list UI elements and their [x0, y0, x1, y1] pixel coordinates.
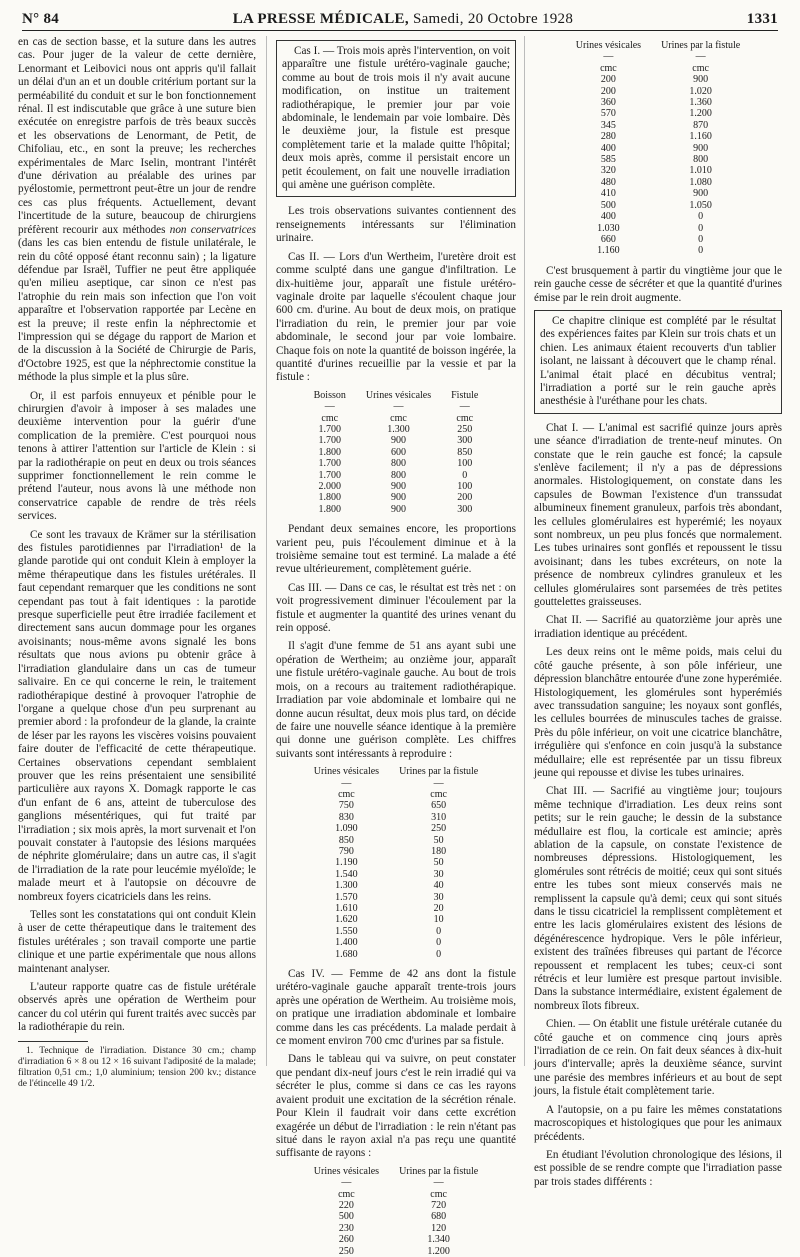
paragraph: C'est brusquement à partir du vingtième jour que le rein gauche cesse de sécréter et que la quantité d'urines émise par le rein droit augmente.: [534, 264, 782, 304]
unit-cell: cmc: [338, 1188, 355, 1200]
table-cell: 830: [338, 811, 354, 823]
table-cell: 1.020: [689, 85, 712, 97]
table-cell: 1.700: [318, 469, 341, 481]
dash-cell: —: [603, 51, 614, 63]
table-dash-row: [566, 51, 750, 62]
table-cell: 1.680: [335, 948, 358, 960]
footnote-divider: [18, 1041, 88, 1042]
table-row: [566, 74, 750, 85]
table-row: [304, 903, 488, 914]
page-number: 1331: [746, 10, 778, 27]
case-2-paragraph: Cas II. — Lors d'un Wertheim, l'uretère droit est comme sculpté dans une gangue d'infiltration. Le dix-huitième jour, apparaît une fistule urétéro-vaginale droite par laquelle s'écoulent chaque jour 600 cm. d'urine. Au bout de deux mois, on pratique l'irradiation du rein, le premier jour par voie abdominale, le second jour par voie lombaire. Chaque fois on note la quantité de boisson ingérée, la quantité d'urines recueillie par la vessie et par la fistule :: [276, 250, 516, 384]
table-cell: 250: [431, 823, 447, 835]
table-cell: 570: [600, 108, 616, 120]
issue-number: N° 84: [22, 10, 60, 27]
paragraph: Pendant deux semaines encore, les proportions varient peu, puis l'écoulement diminue et à la troisième semaine tout est terminé. La malade a été revue ultérieurement, complètement guérie.: [276, 523, 516, 576]
table-row: [304, 1246, 488, 1257]
data-table-case-4-continued: [566, 40, 750, 257]
table-row: [304, 892, 488, 903]
table-cell: 790: [338, 845, 354, 857]
table-cell: 900: [390, 492, 406, 504]
table-row: [304, 846, 488, 857]
table-row: [566, 154, 750, 165]
table-cell: 410: [600, 188, 616, 200]
unit-cell: cmc: [430, 788, 447, 800]
table-cell: 360: [600, 97, 616, 109]
table-row: [304, 470, 489, 481]
dash-cell: —: [341, 777, 352, 789]
table-cell: 1.030: [597, 222, 620, 234]
table-row: [304, 800, 488, 811]
data-table-case-4: [304, 1166, 488, 1257]
column-header: Urines vésicales: [365, 389, 432, 401]
table-row: [304, 880, 488, 891]
table-header-row: [566, 40, 750, 51]
table-dash-row: [304, 778, 488, 789]
paragraph: Dans le tableau qui va suivre, on peut constater que pendant dix-neuf jours c'est le rein irradié qui va sécréter le plus, comme si dans ce cas les rayons avaient produit une excitation de la sécrétion rénale. Pour Klein il faudrait voir dans cette excrétion exagérée un début de l'irradiation : le rein n'étant pas situé dans le rayon axial n'a pas reçu une quantité suffisante de rayons :: [276, 1053, 516, 1160]
table-cell: 850: [457, 446, 473, 458]
table-cell: 320: [600, 165, 616, 177]
paragraph: Les trois observations suivantes contiennent des renseignements intéressants sur l'élimination urinaire.: [276, 205, 516, 245]
dash-cell: —: [433, 777, 444, 789]
paragraph: [18, 36, 256, 385]
table-cell: 870: [693, 119, 709, 131]
paragraph-text: (dans les cas bien entendu de fistule unilatérale, le rein du côté opposé étant reconnu sain) ; la ligature défendue par Israël, Tuffier ne peut être appliquée qu'en milieu aseptique, car sinon ce n'est pas l'atrophie du rein mais son infection que l'on voit apparaître et l'observation rapportée par Lecène en est la preuve; il reste enfin la néphrectomie et l'impression qui se dégage du rapport de Marion et de la discussion à la Société de Chirurgie de Paris, d'Octobre 1925, est que la néphrectomie constitue la méthode la plus simple et la plus sûre.: [18, 237, 256, 384]
table-unit-row: [304, 1189, 488, 1200]
issue-date: Samedi, 20 Octobre 1928: [412, 10, 574, 27]
table-unit-row: [304, 789, 488, 800]
dash-cell: —: [459, 401, 470, 413]
data-table-case-2: [304, 390, 489, 515]
table-cell: 300: [457, 503, 473, 515]
table-cell: 50: [433, 834, 444, 846]
column-right: [534, 36, 782, 1188]
paragraph: Or, il est parfois ennuyeux et pénible pour le chirurgien d'avoir à imposer à ses malades une deuxième intervention pour la guérir d'une complication de la première. C'est pourquoi nous tenons à attirer l'attention sur l'article de Klein : si par la radiothérapie on peut en deux ou trois séances supprimer fonctionnellement le rein comme le prétend l'auteur, nous avons là une méthode non conservatrice capable de rendre de très réels services.: [18, 389, 256, 523]
dash-cell: —: [695, 51, 706, 63]
table-cell: 0: [436, 937, 442, 949]
table-row: [566, 108, 750, 119]
table-row: [304, 492, 489, 503]
table-cell: 600: [390, 446, 406, 458]
column-left: [18, 36, 256, 1089]
table-row: [566, 177, 750, 188]
table-cell: 180: [431, 845, 447, 857]
table-cell: 900: [693, 142, 709, 154]
column-header: Urines par la fistule: [399, 1165, 479, 1177]
table-cell: 660: [600, 233, 616, 245]
unit-cell: cmc: [430, 1188, 447, 1200]
journal-title-line: [233, 11, 573, 28]
table-cell: 100: [457, 458, 473, 470]
table-cell: 400: [600, 211, 616, 223]
paragraph: Il s'agit d'une femme de 51 ans ayant subi une opération de Wertheim; au onzième jour, apparaît une fistule urétéro-vaginale gauche. Au bout de trois mois, on a recours au traitement radiothérapique. Irradiation par voie abdominale et lombaire qui ne donne aucun résultat, deux mois plus tard, on décide de faire une nouvelle séance identique à la première qui donne une guérison complète. Les chiffres suivants sont intéressants à reproduire :: [276, 640, 516, 760]
table-cell: 500: [338, 1211, 354, 1223]
paragraph-text: en cas de section basse, et la suture dans les autres cas. Pour juger de la valeur de cette dernière, Lenormant et Leibovici nous ont appris qu'il fallait un délai d'un an et un double critérium portant sur la perméabilité du conduit et sur le bon fonctionnement rénal. Il est indiscutable que grâce à une suture bien exécutée on enregistre parfois de très beaux succès et les observations de Lenormant, de Petit, de Chifoliau, etc., en sont la preuve; les recherches expérimentales de Marc Iselin, montrant l'intérêt d'une dérivation au préalable des urines par pyélostomie, permettront peut-être un jour de rendre ces cas plus fréquents. Actuellement, devant l'incertitude de la suture, beaucoup de chirurgiens préfèrent recourir aux méthodes: [18, 36, 256, 236]
table-cell: 1.550: [335, 925, 358, 937]
paragraph: Telles sont les constatations qui ont conduit Klein à user de cette thérapeutique dans le traitement des fistules urétérales ; son travail comporte une partie clinique et une partie expérimentale que nous allons maintenant analyser.: [18, 909, 256, 975]
table-cell: 200: [600, 85, 616, 97]
table-cell: 1.190: [335, 857, 358, 869]
journal-name: LA PRESSE MÉDICALE,: [232, 10, 409, 27]
table-cell: 1.700: [318, 435, 341, 447]
table-cell: 1.800: [318, 492, 341, 504]
table-cell: 1.080: [689, 176, 712, 188]
column-divider: [524, 36, 525, 1066]
emphasis-text: non conservatrices: [169, 223, 256, 236]
column-header: Urines vésicales: [313, 766, 380, 778]
table-cell: 1.610: [335, 903, 358, 914]
table-header-row: [304, 390, 489, 401]
table-cell: 585: [600, 154, 616, 166]
table-cell: 0: [462, 469, 468, 481]
table-cell: 100: [457, 481, 473, 492]
table-cell: 680: [431, 1211, 447, 1223]
table-header-row: [304, 1166, 488, 1177]
table-row: [304, 504, 489, 515]
table-cell: 2.000: [318, 481, 341, 492]
table-cell: 280: [600, 131, 616, 143]
table-row: [566, 143, 750, 154]
table-row: [566, 234, 750, 245]
cat-3-paragraph: Chat III. — Sacrifié au vingtième jour; toujours même technique d'irradiation. Les deux reins sont petits; sur le rein gauche; le dessin de la substance médullaire est flou, la corticale est amincie; après ablation de la capsule, on constate l'existence de nombreuses dépressions. Histologiquement, les glomérules sont rétrécis de moitié; ceux qui sont situés entre les tubes sont mieux conservés mais ne remplissent la capsule qu'à demi; ceux qui sont situés dans le tissu cicatriciel la remplissent complètement et entre les lacis glomérulaires existent des lésions de dégénérescence hydropique. Vers le pôle inférieur, existent des traînées fibreuses qui partant de l'écorce repoussent et remplacent les tubes; ceux-ci sont rétrécis et leur lumière est presque partout invisible. Dans la substance intermédiaire, existent également de nombreux îlots fibreux.: [534, 785, 782, 1012]
table-row: [304, 914, 488, 925]
column-header: Boisson: [313, 389, 346, 401]
table-cell: 0: [698, 222, 704, 234]
table-cell: 120: [431, 1222, 447, 1234]
case-4-paragraph: Cas IV. — Femme de 42 ans dont la fistule urétéro-vaginale gauche apparaît trente-trois jours après une opération de Wertheim. Au troisième mois, on pratique une irradiation abdominale et lombaire comme dans les cas précédents. La malade perdait à ce moment environ 700 cmc d'urines par sa fistule.: [276, 968, 516, 1048]
table-cell: 200: [600, 74, 616, 86]
table-row: [304, 869, 488, 880]
table-cell: 900: [390, 503, 406, 515]
dog-paragraph: Chien. — On établit une fistule urétérale cutanée du côté gauche et on commence cinq jours après l'irradiation de ce rein. On fait deux séances à dix-huit jours d'intervalle; après la deuxième séance, survint une parésie des membres inférieurs et au bout de sept jours, la fistule était complètement tarie.: [534, 1018, 782, 1098]
column-header: Urines par la fistule: [661, 40, 741, 51]
table-cell: 0: [698, 245, 704, 257]
table-row: [566, 188, 750, 199]
table-cell: 900: [693, 188, 709, 200]
column-middle: [276, 36, 516, 1257]
table-cell: 800: [390, 469, 406, 481]
dash-cell: —: [341, 1177, 352, 1189]
table-cell: 250: [338, 1245, 354, 1257]
table-row: [304, 1200, 488, 1211]
table-cell: 300: [457, 435, 473, 447]
table-cell: 230: [338, 1222, 354, 1234]
cat-1-paragraph: Chat I. — L'animal est sacrifié quinze jours après une séance d'irradiation de trente-neuf minutes. On constate que le rein gauche est foncé; la capsule s'enlève facilement; il n'y a pas de dépressions anormales. Histologiquement, on constate dans les capsules de Bowman l'existence d'un transsudat albumineux finement granuleux, parfois très abondant, les cellules glomérulaires est hyperémié; les noyaux sont nombreux, un peu plus foncés que normalement. Les tubes urinaires sont gonflés et repoussent le tissu avoisinant; dans les tubes excréteurs, on note la présence de nombreux cylindres granuleux et les cellules glomérulaires sont parsemées de très petites gouttelettes graisseuses.: [534, 421, 782, 609]
table-cell: 1.340: [427, 1234, 450, 1246]
table-row: [566, 211, 750, 222]
table-cell: 480: [600, 176, 616, 188]
data-table-case-3: [304, 766, 488, 960]
table-cell: 1.540: [335, 868, 358, 880]
table-header-row: [304, 766, 488, 777]
table-row: [566, 223, 750, 234]
table-cell: 200: [457, 492, 473, 504]
table-cell: 650: [431, 800, 447, 812]
table-unit-row: [304, 413, 489, 424]
table-cell: 850: [338, 834, 354, 846]
table-cell: 50: [433, 857, 444, 869]
table-row: [304, 823, 488, 834]
case-1-box: Cas I. — Trois mois après l'intervention, on voit apparaître une fistule urétéro-vaginale gauche; comme au bout de trois mois il n'y avait aucune modification, on institue un traitement radiothérapique, le premier jour par voie abdominale, le lendemain par voie lombaire. Dès le deuxième jour, la fistule est presque complètement tarie et la malade quitte l'hôpital; deux mois après, comme il persistait encore un petit écoulement, on fait une nouvelle irradiation qui amène une guérison complète.: [276, 40, 516, 197]
table-cell: 1.160: [597, 245, 620, 257]
table-row: [304, 447, 489, 458]
paragraph: Les deux reins ont le même poids, mais celui du côté gauche présente, à son pôle inférieur, une dépression blanchâtre entourée d'une zone hyperémiée. Histologiquement, les glomérules sont hyperémiés avec transsudation sanguine; les noyaux sont gonflés, les cellules bourrées de minuscules taches de graisse. Près du pôle inférieur, on voit une cicatrice blanchâtre, irrégulière qui s'enfonce en coin jusqu'à la substance médullaire; elle est représentée par un tissu fibreux jeune qui repousse et divise les tubes urinaires.: [534, 646, 782, 779]
paragraph: A l'autopsie, on a pu faire les mêmes constatations macroscopiques et histologiques que pour les animaux précédents.: [534, 1103, 782, 1143]
table-row: [304, 435, 489, 446]
column-divider: [266, 36, 267, 1066]
column-header: Urines vésicales: [313, 1165, 380, 1177]
table-row: [304, 481, 489, 492]
paragraph: Ce sont les travaux de Krämer sur la stérilisation des fistules parotidiennes par l'irradiation¹ de la glande parotide qui ont conduit Klein à employer la même thérapeutique dans les fistules urétérales. Il faut cependant remarquer que les conditions ne sont cependant pas tout à fait identiques : la parotide presque superficielle peut être irradiée facilement et directement sans aucun dommage pour les organes avoisinants; nous-même avons signalé les bons résultats que nous avions pu obtenir grâce à l'irradiation glandulaire dans un cas de tumeur salivaire. En ce qui concerne le rein, le traitement radiothérapique destiné à provoquer l'atrophie de l'organe a quelque chose d'un peu surprenant au premier abord : la profondeur de la glande, la crainte de léser par les rayons les viscères voisins pouvaient faire douter de l'efficacité de cette thérapeutique. Certaines observations cependant semblaient prouver que les reins présentaient une sensibilité particulière aux rayons X. Domagk rapporte le cas d'un enfant de 6 ans, atteint de tuberculose des ganglions mésentériques, qui fut traité par l'irradiation ; six mois après, la mort survenait et l'on pouvait constater à l'autopsie des lésions marquées de néphrite glomérulaire; dans un autre cas, il s'agit de l'irradiation de la rate pour leucémie myéloïde; le malade meurt et à l'autopsie on découvre de nombreux foyers cicatriciels dans les reins.: [18, 528, 256, 903]
unit-cell: cmc: [600, 62, 617, 74]
table-row: [566, 131, 750, 142]
table-cell: 800: [390, 458, 406, 470]
table-cell: 720: [431, 1199, 447, 1211]
table-cell: 30: [433, 868, 444, 880]
table-cell: 1.160: [689, 131, 712, 143]
table-cell: 900: [693, 74, 709, 86]
table-cell: 1.010: [689, 165, 712, 177]
table-cell: 1.360: [689, 97, 712, 109]
table-row: [304, 949, 488, 960]
footnote: 1. Technique de l'irradiation. Distance 30 cm.; champ d'irradiation 6 × 8 ou 12 × 16 suivant l'adiposité de la malade; filtration 0,51 cm.; 1,0 aluminium; tension 200 kv.; distance de l'étincelle 49 1/2.: [18, 1045, 256, 1089]
table-cell: 900: [390, 435, 406, 447]
table-row: [304, 937, 488, 948]
table-cell: 30: [433, 891, 444, 903]
table-row: [304, 1223, 488, 1234]
table-cell: 10: [433, 914, 444, 926]
table-cell: 0: [698, 211, 704, 223]
table-dash-row: [304, 401, 489, 412]
table-cell: 1.700: [318, 458, 341, 470]
table-cell: 250: [457, 423, 473, 435]
table-cell: 1.090: [335, 823, 358, 835]
unit-cell: cmc: [692, 62, 709, 74]
table-row: [304, 835, 488, 846]
table-dash-row: [304, 1177, 488, 1188]
table-unit-row: [566, 63, 750, 74]
table-row: [304, 1211, 488, 1222]
table-cell: 345: [600, 119, 616, 131]
table-row: [566, 245, 750, 256]
unit-cell: cmc: [456, 412, 474, 424]
unit-cell: cmc: [390, 412, 407, 424]
experiments-box: Ce chapitre clinique est complété par le résultat des expériences faites par Klein sur trois chats et un chien. Les animaux étaient recouverts d'un tablier isolant, ne laissant à découvert que le champ rénal. L'animal était placé en décubitus ventral; l'irradiation a porté sur le rein gauche après anesthésie à l'uréthane pour les chats.: [534, 310, 782, 414]
table-cell: 0: [698, 233, 704, 245]
table-row: [566, 86, 750, 97]
table-cell: 1.620: [335, 914, 358, 926]
page-header: [22, 8, 778, 31]
unit-cell: cmc: [338, 788, 355, 800]
column-header: Urines vésicales: [575, 40, 642, 51]
table-cell: 900: [390, 481, 406, 492]
paragraph: L'auteur rapporte quatre cas de fistule urétérale observés après une opération de Wertheim pour cancer du col utérin qui furent traités avec succès par la radiothérapie du rein.: [18, 981, 256, 1034]
table-row: [566, 120, 750, 131]
table-row: [566, 97, 750, 108]
table-row: [304, 926, 488, 937]
table-row: [566, 165, 750, 176]
table-cell: 1.200: [427, 1245, 450, 1257]
table-cell: 0: [436, 948, 442, 960]
table-cell: 800: [693, 154, 709, 166]
table-cell: 260: [338, 1234, 354, 1246]
table-cell: 220: [338, 1199, 354, 1211]
column-header: Fistule: [451, 389, 479, 401]
table-cell: 1.050: [689, 199, 712, 211]
table-cell: 750: [338, 800, 354, 812]
table-row: [566, 200, 750, 211]
paragraph: En étudiant l'évolution chronologique des lésions, il est possible de se rendre compte que l'irradiation passe par trois stades différents :: [534, 1148, 782, 1188]
table-row: [304, 424, 489, 435]
table-cell: 400: [600, 142, 616, 154]
table-cell: 1.800: [318, 446, 341, 458]
column-header: Urines par la fistule: [399, 766, 479, 778]
table-row: [304, 857, 488, 868]
table-cell: 1.300: [387, 423, 410, 435]
table-row: [304, 1234, 488, 1245]
table-cell: 1.570: [335, 891, 358, 903]
table-cell: 1.200: [689, 108, 712, 120]
case-3-paragraph: Cas III. — Dans ce cas, le résultat est très net : on voit progressivement diminuer l'écoulement par la fistule et augmenter la quantité des urines venant du rein opposé.: [276, 581, 516, 635]
table-cell: 310: [431, 811, 447, 823]
dash-cell: —: [324, 401, 335, 413]
table-cell: 1.400: [335, 937, 358, 949]
cat-2-paragraph: Chat II. — Sacrifié au quatorzième jour après une irradiation identique au précédent.: [534, 614, 782, 640]
dash-cell: —: [433, 1177, 444, 1189]
table-cell: 20: [433, 903, 444, 914]
table-cell: 1.700: [318, 423, 341, 435]
table-cell: 1.300: [335, 880, 358, 892]
table-cell: 1.800: [318, 503, 341, 515]
table-cell: 40: [433, 880, 444, 892]
unit-cell: cmc: [321, 412, 339, 424]
table-row: [304, 812, 488, 823]
table-cell: 0: [436, 925, 442, 937]
dash-cell: —: [393, 401, 404, 413]
table-cell: 500: [600, 199, 616, 211]
table-row: [304, 458, 489, 469]
